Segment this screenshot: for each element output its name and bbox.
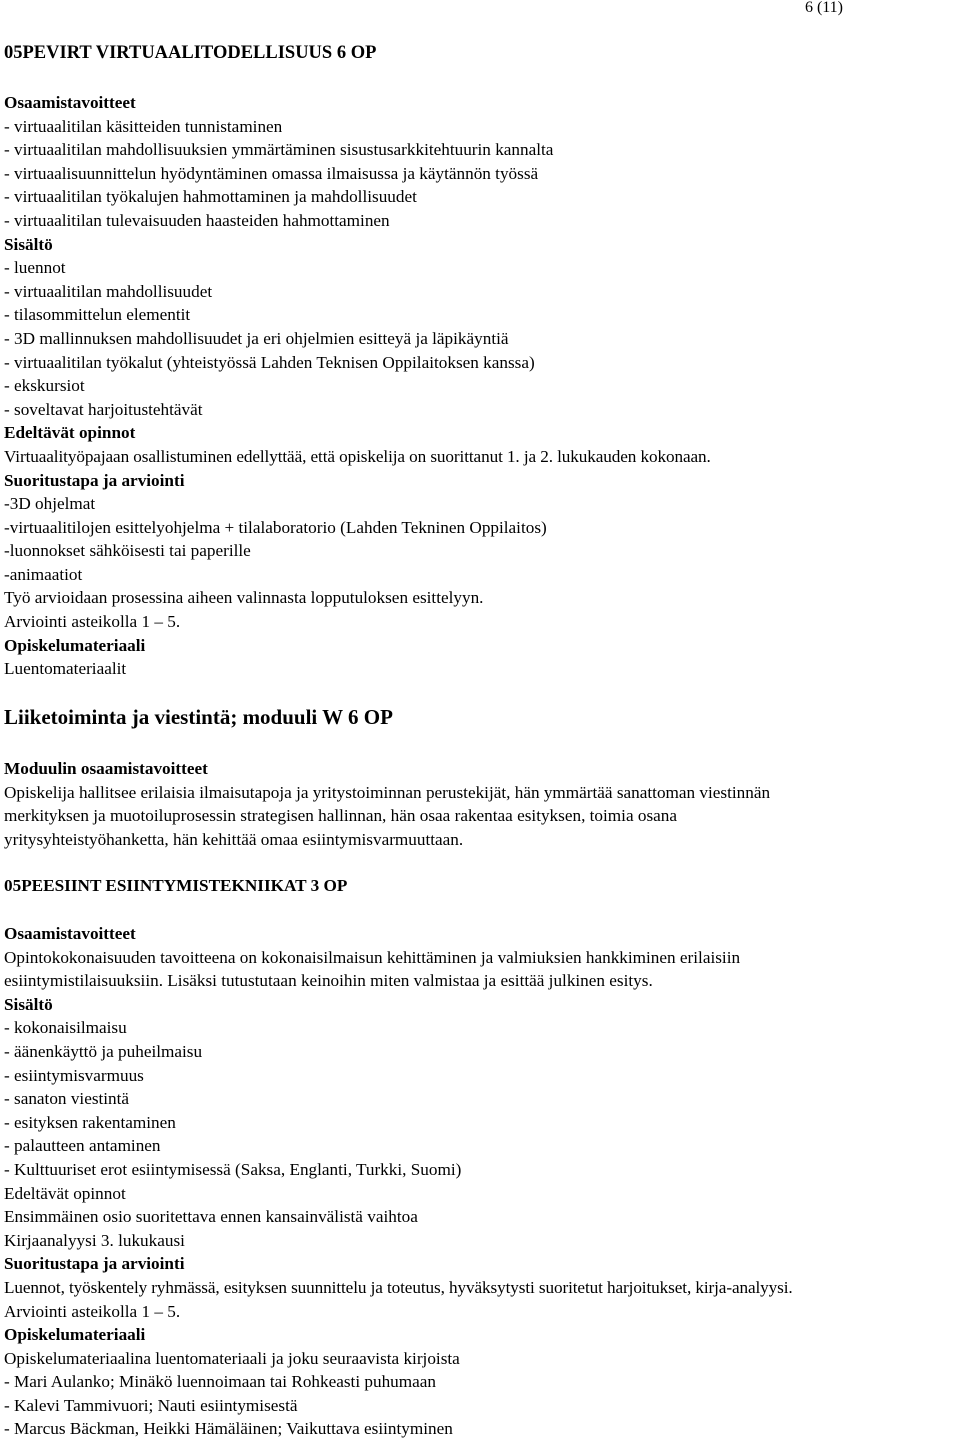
- list-item: - Kalevi Tammivuori; Nauti esiintymisestä: [4, 1395, 298, 1415]
- paragraph-line: esiintymistilaisuuksiin. Lisäksi tutustutaan keinoihin miten valmistaa ja esittää julkinen esitys.: [4, 971, 653, 991]
- module-objectives-heading: Moduulin osaamistavoitteet: [4, 759, 208, 778]
- course1-assessment-heading: Suoritustapa ja arviointi: [4, 470, 185, 490]
- paragraph-line: Opiskelija hallitsee erilaisia ilmaisutapoja ja yritystoiminnan perustekijät, hän ymmärtää sanattoman viestinnän: [4, 782, 771, 802]
- list-item: - Marcus Bäckman, Heikki Hämäläinen; Vaikuttava esiintyminen: [4, 1419, 453, 1439]
- list-item: - 3D mallinnuksen mahdollisuudet ja eri ohjelmien esitteyä ja läpikäyntiä: [4, 328, 509, 348]
- list-item: - virtuaalitilan mahdollisuuksien ymmärtäminen sisustusarkkitehtuurin kannalta: [4, 140, 554, 160]
- course2-content-heading: Sisältö: [4, 994, 53, 1014]
- list-item: - luennot: [4, 258, 66, 278]
- course1-prereq-text: Virtuaalityöpajaan osallistuminen edellyttää, että opiskelija on suorittanut 1. ja 2. lukukauden kokonaan.: [4, 446, 711, 466]
- list-item: - virtuaalisuunnittelun hyödyntäminen omassa ilmaisussa ja käytännön työssä: [4, 163, 539, 183]
- list-item: - esiintymisvarmuus: [4, 1065, 144, 1085]
- list-item: -3D ohjelmat: [4, 494, 96, 514]
- course1-title: 05PEVIRT VIRTUAALITODELLISUUS 6 OP: [4, 43, 377, 63]
- list-item: - virtuaalitilan käsitteiden tunnistaminen: [4, 116, 283, 136]
- list-item: - soveltavat harjoitustehtävät: [4, 399, 203, 419]
- paragraph-line: Arviointi asteikolla 1 – 5.: [4, 1301, 181, 1321]
- module-block: [4, 757, 770, 851]
- list-item: - virtuaalitilan työkalujen hahmottaminen ja mahdollisuudet: [4, 187, 417, 207]
- course2-title: 05PEESIINT ESIINTYMISTEKNIIKAT 3 OP: [4, 876, 348, 895]
- list-item: - virtuaalitilan tulevaisuuden haasteiden hahmottaminen: [4, 210, 390, 230]
- list-item: -luonnokset sähköisesti tai paperille: [4, 541, 251, 561]
- list-item: Arviointi asteikolla 1 – 5.: [4, 612, 181, 632]
- paragraph-line: Opintokokonaisuuden tavoitteena on kokonaisilmaisun kehittäminen ja valmiuksien hankkiminen erilaisiin: [4, 947, 741, 967]
- course1-materials-heading: Opiskelumateriaali: [4, 635, 146, 655]
- course2-block: [4, 922, 793, 1441]
- list-item: - virtuaalitilan työkalut (yhteistyössä Lahden Teknisen Oppilaitoksen kanssa): [4, 352, 535, 372]
- list-item: Työ arvioidaan prosessina aiheen valinnasta lopputuloksen esittelyyn.: [4, 588, 484, 608]
- list-item: - Kulttuuriset erot esiintymisessä (Saksa, Englanti, Turkki, Suomi): [4, 1159, 462, 1179]
- list-item: - kokonaisilmaisu: [4, 1018, 127, 1038]
- course1-prereq-heading: Edeltävät opinnot: [4, 423, 136, 443]
- course2-objectives-heading: Osaamistavoitteet: [4, 924, 136, 943]
- paragraph-line: Ensimmäinen osio suoritettava ennen kansainvälistä vaihtoa: [4, 1207, 418, 1227]
- list-item: - tilasommittelun elementit: [4, 305, 191, 325]
- paragraph-line: Opiskelumateriaalina luentomateriaali ja joku seuraavista kirjoista: [4, 1348, 460, 1368]
- list-item: - Mari Aulanko; Minäkö luennoimaan tai Rohkeasti puhumaan: [4, 1372, 436, 1392]
- paragraph-line: yritysyhteistyöhanketta, hän kehittää omaa esiintymisvarmuuttaan.: [4, 829, 464, 849]
- paragraph-line: Luennot, työskentely ryhmässä, esityksen suunnittelu ja toteutus, hyväksytysti suoritetut harjoitukset, kirja-analyysi.: [4, 1277, 793, 1297]
- course2-prereq-heading: Edeltävät opinnot: [4, 1183, 126, 1203]
- course1-materials-text: Luentomateriaalit: [4, 659, 127, 679]
- list-item: - sanaton viestintä: [4, 1089, 130, 1109]
- course2-assessment-heading: Suoritustapa ja arviointi: [4, 1254, 185, 1274]
- course1-block: [4, 91, 711, 681]
- course2-materials-heading: Opiskelumateriaali: [4, 1325, 146, 1345]
- list-item: - ekskursiot: [4, 376, 85, 396]
- list-item: - esityksen rakentaminen: [4, 1112, 176, 1132]
- course1-objectives-heading: Osaamistavoitteet: [4, 93, 136, 112]
- page-number: 6 (11): [804, 0, 843, 16]
- list-item: - palautteen antaminen: [4, 1136, 161, 1156]
- list-item: -virtuaalitilojen esittelyohjelma + tilalaboratorio (Lahden Tekninen Oppilaitos): [4, 517, 547, 537]
- list-item: -animaatiot: [4, 564, 83, 584]
- list-item: - äänenkäyttö ja puheilmaisu: [4, 1041, 203, 1061]
- paragraph-line: merkityksen ja muotoiluprosessin strategisen hallinnan, hän osaa rakentaa esityksen, toimia osana: [4, 806, 678, 826]
- paragraph-line: Kirjaanalyysi 3. lukukausi: [4, 1230, 185, 1250]
- list-item: - virtuaalitilan mahdollisuudet: [4, 281, 213, 301]
- module-title: Liiketoiminta ja viestintä; moduuli W 6 OP: [4, 705, 393, 729]
- course1-content-heading: Sisältö: [4, 234, 53, 254]
